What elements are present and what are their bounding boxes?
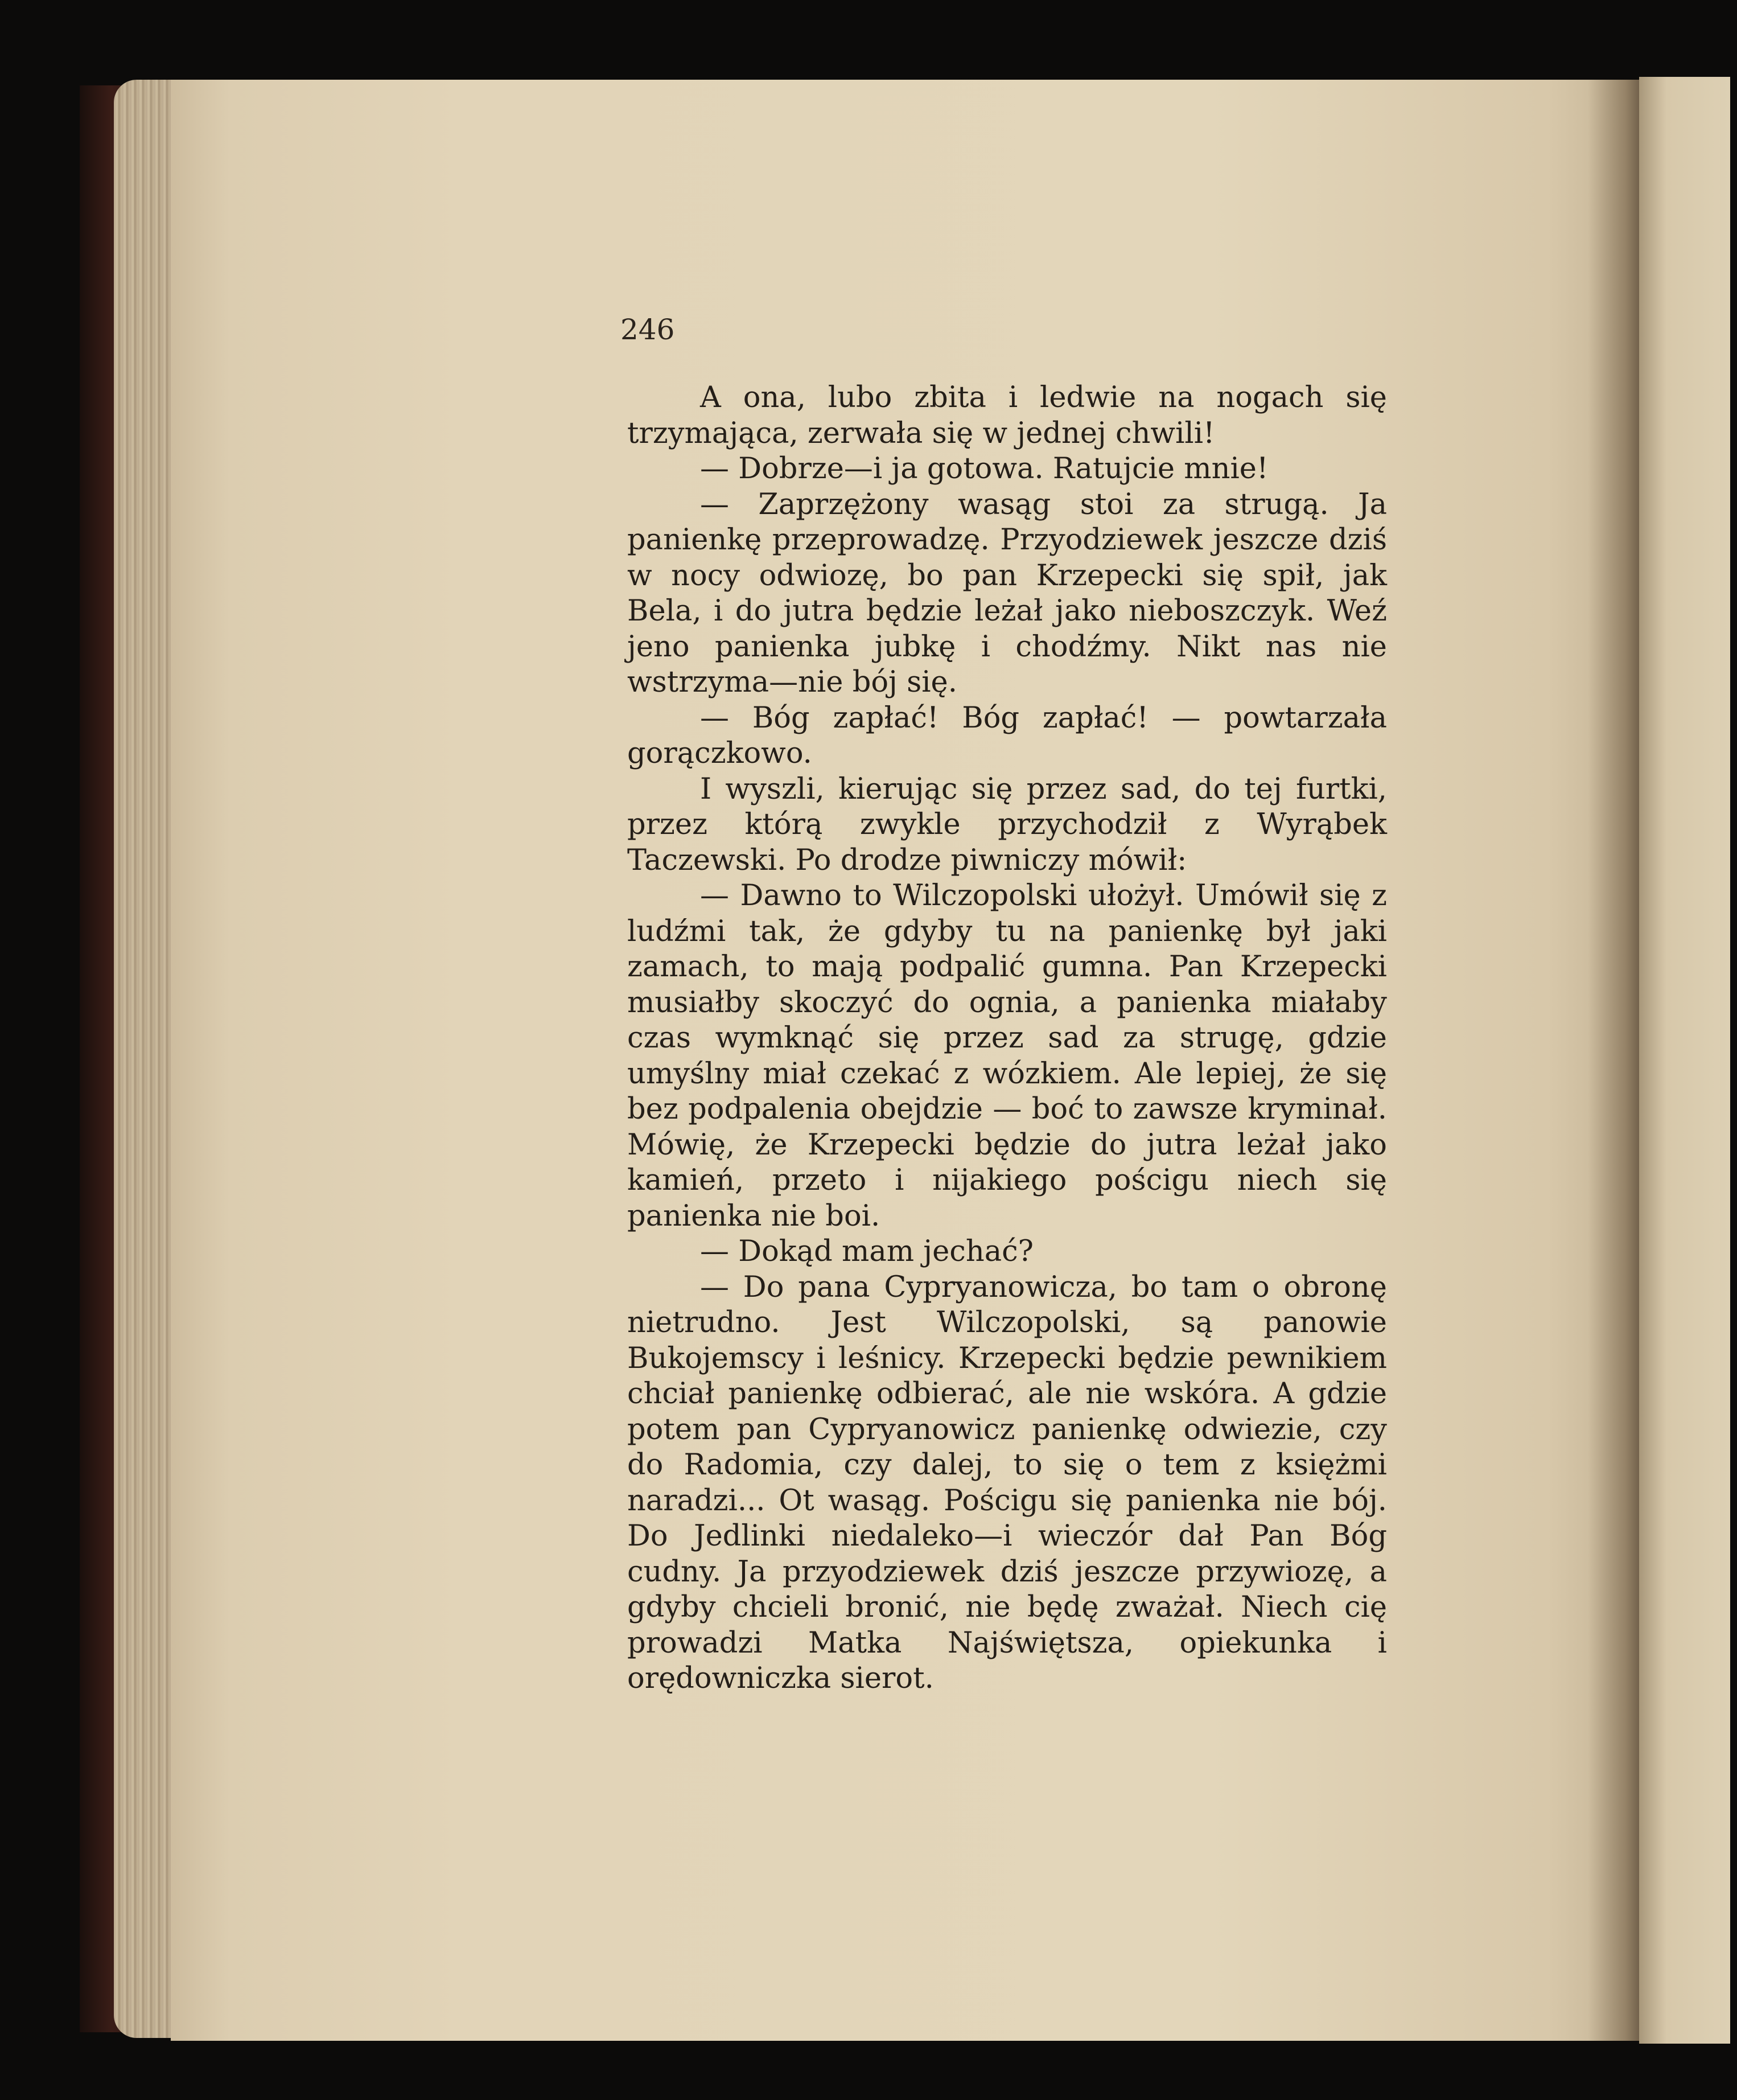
paragraph: — Bóg zapłać! Bóg zapłać! — powtarzała gorączkowo. [627, 701, 1387, 770]
paragraph: — Dawno to Wilczopolski ułożył. Umówił się z ludźmi tak, że gdyby tu na panienkę był jaki zamach, to mają podpalić gumna. Pan Krzepecki musiałby skoczyć do ognia, a panienka miałaby czas wymknąć się przez sad za strugę, gdzie umyślny miał czekać z wózkiem. Ale lepiej, że się bez podpalenia obejdzie — boć to zawsze kryminał. Mówię, że Krzepecki będzie do jutra leżał jako kamień, przeto i nijakiego pościgu niech się panienka nie boi. [627, 879, 1387, 1233]
paragraph: I wyszli, kierując się przez sad, do tej furtki, przez którą zwykle przychodził z Wyrąbek Taczewski. Po drodze piwniczy mówił: [627, 772, 1387, 877]
page-number: 246 [620, 313, 675, 346]
paragraph: — Dobrze—i ja gotowa. Ratujcie mnie! [700, 452, 1269, 486]
paragraph: — Do pana Cypryanowicza, bo tam o obronę nietrudno. Jest Wilczopolski, są panowie Bukojemscy i leśnicy. Krzepecki będzie pewnikiem chciał panienkę odbierać, ale nie wskóra. A gdzie potem pan Cypryanowicz panienkę odwiezie, czy do Radomia, czy dalej, to się o tem z księżmi naradzi... Ot wasąg. Pościgu się panienka nie bój. Do Jedlinki niedaleko—i wieczór dał Pan Bóg cudny. Ja przyodziewek dziś jeszcze przywiozę, a gdyby chcieli bronić, nie będę zważał. Niech cię prowadzi Matka Najświętsza, opiekunka i orędowniczka sierot. [627, 1270, 1387, 1695]
paragraph: — Dokąd mam jechać? [700, 1235, 1034, 1268]
paragraph: A ona, lubo zbita i ledwie na nogach się trzymająca, zerwała się w jednej chwili! [627, 381, 1387, 450]
paragraph: — Zaprzężony wasąg stoi za strugą. Ja panienkę przeprowadzę. Przyodziewek jeszcze dziś w nocy odwiozę, bo pan Krzepecki się spił, jak Bela, i do jutra będzie leżał jako nieboszczyk. Weź jeno panienka jubkę i chodźmy. Nikt nas nie wstrzyma—nie bój się. [627, 487, 1387, 699]
body-text [627, 380, 1387, 1697]
right-page-edge [1639, 77, 1730, 2044]
